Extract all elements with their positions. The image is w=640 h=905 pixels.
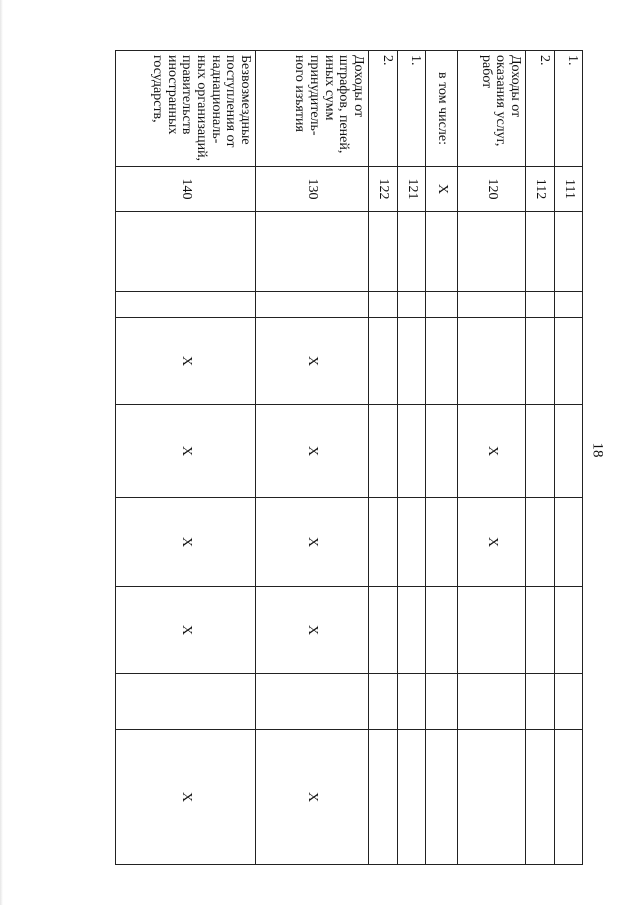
table-cell	[526, 730, 555, 865]
table-cell	[555, 674, 583, 730]
table-row	[555, 51, 583, 865]
table-cell	[426, 730, 458, 865]
table-cell	[526, 498, 555, 587]
table-cell	[426, 498, 458, 587]
table-cell	[369, 674, 398, 730]
table-cell	[116, 212, 256, 292]
row-name: 1.	[555, 51, 583, 167]
table-cell	[458, 730, 526, 865]
row-code: 112	[526, 167, 555, 212]
row-name: 2.	[369, 51, 398, 167]
table-row	[116, 51, 256, 865]
table-cell: Х	[256, 405, 369, 498]
table-cell	[398, 587, 426, 674]
table-cell	[398, 292, 426, 318]
table-cell	[555, 730, 583, 865]
row-code: 111	[555, 167, 583, 212]
table-cell	[426, 318, 458, 405]
table-row	[526, 51, 555, 865]
table-cell: Х	[256, 498, 369, 587]
table-cell: Х	[116, 587, 256, 674]
row-name: Доходы от штрафов, пеней, иных сумм принудитель-ного изъятия	[256, 51, 369, 167]
table-cell	[398, 674, 426, 730]
table-cell: X	[458, 405, 526, 498]
table-wrapper	[116, 50, 583, 864]
table-row	[369, 51, 398, 865]
scan-edge	[0, 0, 3, 905]
row-code: 121	[398, 167, 426, 212]
table-cell: X	[458, 498, 526, 587]
table-cell	[369, 730, 398, 865]
table-cell	[458, 318, 526, 405]
table-cell	[369, 587, 398, 674]
table-cell	[116, 292, 256, 318]
table-cell	[458, 212, 526, 292]
row-name: 2.	[526, 51, 555, 167]
table-cell	[458, 674, 526, 730]
table-cell	[369, 318, 398, 405]
row-code: 130	[256, 167, 369, 212]
row-code: 140	[116, 167, 256, 212]
table-cell	[369, 498, 398, 587]
table-cell	[526, 587, 555, 674]
table-cell	[426, 405, 458, 498]
table-cell	[398, 498, 426, 587]
row-name: 1.	[398, 51, 426, 167]
table-cell	[458, 587, 526, 674]
row-code: 122	[369, 167, 398, 212]
row-name: Доходы от оказания услуг, работ	[458, 51, 526, 167]
row-code: 120	[458, 167, 526, 212]
table-cell	[555, 292, 583, 318]
page-number: 18	[589, 442, 606, 458]
table-cell: Х	[116, 498, 256, 587]
row-name: Безвозмездные поступления от наднациональ-ных организаций, правительств иностранных государств,	[116, 51, 256, 167]
table-cell	[398, 212, 426, 292]
table-cell	[526, 212, 555, 292]
table-cell	[398, 730, 426, 865]
table-cell: Х	[116, 730, 256, 865]
table-cell	[526, 318, 555, 405]
row-name: в том числе:	[426, 51, 458, 167]
table-cell	[555, 318, 583, 405]
table-cell: Х	[116, 405, 256, 498]
table-cell: Х	[256, 730, 369, 865]
table-row	[426, 51, 458, 865]
table-cell	[426, 587, 458, 674]
table-cell	[426, 212, 458, 292]
table-cell: Х	[256, 318, 369, 405]
table-cell	[555, 587, 583, 674]
table-cell	[458, 292, 526, 318]
table-cell: Х	[256, 587, 369, 674]
table-row	[398, 51, 426, 865]
table-cell	[398, 318, 426, 405]
row-code: Х	[426, 167, 458, 212]
table-cell	[369, 212, 398, 292]
table-cell	[398, 405, 426, 498]
table-cell	[526, 405, 555, 498]
table-cell	[526, 292, 555, 318]
table-cell	[555, 498, 583, 587]
table-cell	[426, 674, 458, 730]
income-table	[115, 50, 583, 865]
table-cell	[555, 212, 583, 292]
table-cell	[256, 674, 369, 730]
table-row	[256, 51, 369, 865]
table-cell	[369, 405, 398, 498]
table-cell: Х	[116, 318, 256, 405]
table-cell	[116, 674, 256, 730]
table-cell	[256, 212, 369, 292]
table-cell	[256, 292, 369, 318]
table-cell	[555, 405, 583, 498]
table-row	[458, 51, 526, 865]
table-cell	[426, 292, 458, 318]
table-cell	[526, 674, 555, 730]
table-cell	[369, 292, 398, 318]
